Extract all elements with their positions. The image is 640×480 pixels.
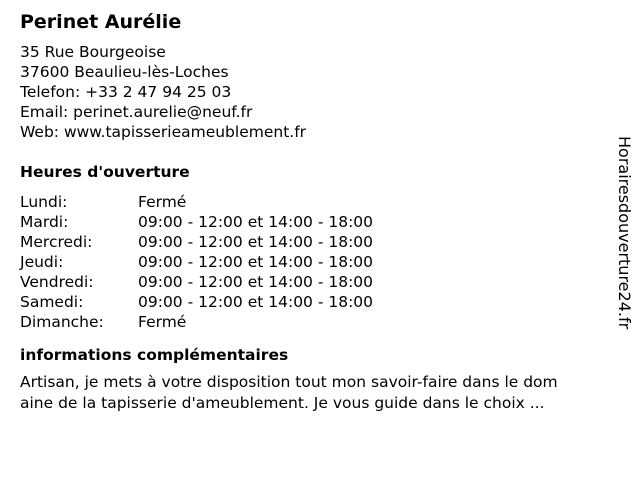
business-card [20,10,610,414]
day-label: Samedi: [20,293,84,311]
info-heading: informations complémentaires [20,346,289,364]
day-hours: Fermé [138,313,187,331]
website-line: Web: www.tapisserieameublement.fr [20,123,307,141]
hours-row-friday [20,272,610,292]
hours-row-wednesday [20,232,610,252]
day-hours: 09:00 - 12:00 et 14:00 - 18:00 [138,273,374,291]
day-hours: 09:00 - 12:00 et 14:00 - 18:00 [138,293,374,311]
hours-row-sunday [20,312,610,332]
day-label: Jeudi: [20,253,64,271]
day-label: Mardi: [20,213,69,231]
site-brand-vertical: Horairesdouverture24.fr [615,136,634,330]
email-line: Email: perinet.aurelie@neuf.fr [20,103,253,121]
day-label: Mercredi: [20,233,93,251]
phone-line: Telefon: +33 2 47 94 25 03 [20,83,232,101]
day-hours: 09:00 - 12:00 et 14:00 - 18:00 [138,233,374,251]
hours-row-thursday [20,252,610,272]
hours-row-monday [20,192,610,212]
day-hours: Fermé [138,193,187,211]
day-label: Vendredi: [20,273,94,291]
day-hours: 09:00 - 12:00 et 14:00 - 18:00 [138,253,374,271]
hours-row-saturday [20,292,610,312]
address-city: 37600 Beaulieu-lès-Loches [20,63,229,81]
description-line-1: Artisan, je mets à votre disposition tout mon savoir-faire dans le dom [20,373,558,391]
day-label: Dimanche: [20,313,104,331]
business-name: Perinet Aurélie [20,11,182,33]
day-label: Lundi: [20,193,68,211]
day-hours: 09:00 - 12:00 et 14:00 - 18:00 [138,213,374,231]
hours-row-tuesday [20,212,610,232]
description-line-2: aine de la tapisserie d'ameublement. Je vous guide dans le choix ... [20,394,545,412]
address-street: 35 Rue Bourgeoise [20,43,166,61]
hours-heading: Heures d'ouverture [20,163,190,181]
